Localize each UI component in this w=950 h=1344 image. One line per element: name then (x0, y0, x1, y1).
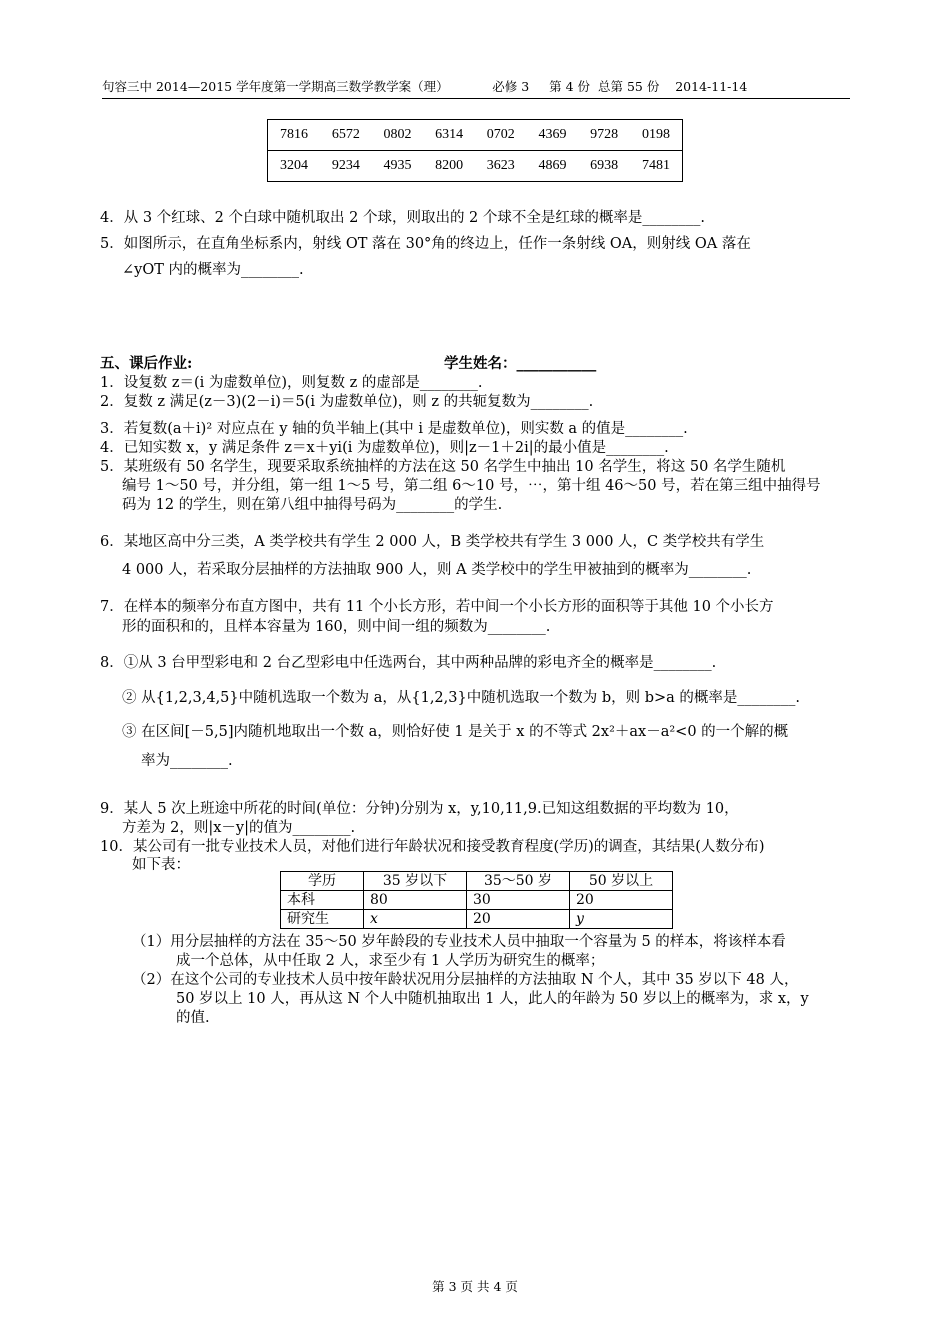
table-cell: 4369 (527, 120, 579, 151)
sub-question-1-line2: 成一个总体，从中任取 2 人，求至少有 1 人学历为研究生的概率； (176, 953, 605, 969)
education-table (280, 871, 673, 929)
random-number-table (267, 119, 683, 182)
header-part: 第 4 份 (549, 79, 591, 94)
hw-question-5-line2: 编号 1～50 号，并分组，第一组 1～5 号，第二组 6～10 号，⋯，第十组 46～50 号，若在第三组中抽得号 (122, 478, 821, 494)
table-cell: 0802 (372, 120, 424, 151)
table-row (268, 120, 683, 151)
table-cell: 6572 (320, 120, 372, 151)
header-book: 必修 3 (492, 79, 530, 94)
page-header (102, 77, 850, 99)
table-cell: 6314 (423, 120, 475, 151)
section-title: 五、课后作业: (100, 355, 193, 372)
hw-question-8-part3-line2: 率为________. (141, 753, 233, 769)
hw-question-3: 3．若复数(a＋i)² 对应点在 y 轴的负半轴上(其中 i 是虚数单位)，则实数 a 的值是________. (100, 421, 688, 437)
hw-question-6-line2: 4 000 人，若采取分层抽样的方法抽取 900 人，则 A 类学校中的学生甲被抽到的概率为________. (122, 562, 752, 578)
hw-question-5-line1: 5．某班级有 50 名学生，现要采取系统抽样的方法在这 50 名学生中抽出 10 名学生，将这 50 名学生随机 (100, 459, 786, 475)
hw-question-7-line2: 形的面积和的，且样本容量为 160，则中间一组的频数为________. (122, 619, 551, 635)
table-header-cell: 35～50 岁 (467, 872, 570, 891)
table-cell: 20 (467, 910, 570, 929)
table-cell: 3623 (486, 158, 515, 173)
hw-question-5-line3: 码为 12 的学生，则在第八组中抽得号码为________的学生. (122, 497, 503, 513)
hw-question-2: 2．复数 z 满足(z－3)(2－i)＝5(i 为虚数单位)，则 z 的共轭复数为________. (100, 394, 594, 410)
table-row (281, 891, 673, 910)
hw-question-9-line2: 方差为 2，则|x－y|的值为________. (122, 820, 356, 836)
table-header-row (281, 872, 673, 891)
question-5-line1: 5．如图所示，在直角坐标系内，射线 OT 落在 30°角的终边上，任作一条射线 OA，则射线 OA 落在 (100, 236, 751, 252)
student-name-blank: ___________ (516, 355, 597, 372)
header-date: 2014-11-14 (675, 79, 748, 94)
table-cell: 0702 (475, 120, 527, 151)
table-cell: 6938 (590, 158, 619, 173)
header-school: 句容三中 2014—2015 学年度第一学期高三数学教学案（理） (102, 79, 449, 94)
hw-question-7-line1: 7．在样本的频率分布直方图中，共有 11 个小长方形，若中间一个小长方形的面积等于其他 10 个小长方 (100, 599, 774, 615)
table-cell: 7481 (641, 158, 670, 173)
table-cell: x (364, 910, 467, 929)
table-row (281, 910, 673, 929)
header-total: 总第 55 份 (597, 79, 660, 94)
sub-question-2-line1: （2）在这个公司的专业技术人员中按年龄状况用分层抽样的方法抽取 N 个人，其中 35 岁以下 48 人， (132, 972, 799, 988)
hw-question-10-line1: 10．某公司有一批专业技术人员，对他们进行年龄状况和接受教育程度(学历)的调查，其结果(人数分布) (100, 839, 765, 855)
hw-question-8-part3-line1: ③ 在区间[－5,5]内随机地取出一个数 a，则恰好使 1 是关于 x 的不等式 2x²＋ax－a²<0 的一个解的概 (122, 724, 789, 740)
hw-question-8-part1: 8．①从 3 台甲型彩电和 2 台乙型彩电中任选两台，其中两种品牌的彩电齐全的概率是________. (100, 655, 717, 671)
table-cell: y (570, 910, 673, 929)
hw-question-8-part2: ② 从{1,2,3,4,5}中随机选取一个数为 a，从{1,2,3}中随机选取一个数为 b，则 b>a 的概率是________. (122, 690, 801, 706)
table-cell: 3204 (280, 158, 309, 173)
table-cell: 9234 (331, 158, 360, 173)
hw-question-6-line1: 6．某地区高中分三类，A 类学校共有学生 2 000 人，B 类学校共有学生 3 000 人，C 类学校共有学生 (100, 534, 765, 550)
table-row (268, 151, 683, 182)
table-cell: 4935 (383, 158, 412, 173)
table-cell: 30 (467, 891, 570, 910)
student-name-label: 学生姓名：___________ (444, 355, 597, 372)
table-cell: 7816 (268, 120, 321, 151)
table-cell: 9728 (578, 120, 630, 151)
table-cell: 80 (364, 891, 467, 910)
table-cell: 20 (570, 891, 673, 910)
table-cell: 4869 (538, 158, 567, 173)
table-header-cell: 50 岁以上 (570, 872, 673, 891)
question-5-line2: ∠yOT 内的概率为________. (122, 262, 304, 278)
hw-question-9-line1: 9．某人 5 次上班途中所花的时间(单位：分钟)分别为 x，y,10,11,9.已知这组数据的平均数为 10， (100, 801, 739, 817)
table-cell: 本科 (281, 891, 364, 910)
hw-question-10-line2: 如下表： (132, 857, 190, 873)
table-header-cell: 学历 (281, 872, 364, 891)
question-4: 4．从 3 个红球、2 个白球中随机取出 2 个球，则取出的 2 个球不全是红球的概率是________. (100, 210, 705, 226)
hw-question-1: 1．设复数 z＝(i 为虚数单位)，则复数 z 的虚部是________. (100, 375, 483, 391)
table-cell: 8200 (435, 158, 464, 173)
sub-question-2-line3: 的值. (176, 1010, 210, 1026)
table-cell: 0198 (630, 120, 683, 151)
table-header-cell: 35 岁以下 (364, 872, 467, 891)
sub-question-2-line2: 50 岁以上 10 人，再从这 N 个人中随机抽取出 1 人，此人的年龄为 50 岁以上的概率为，求 x，y (176, 991, 809, 1007)
hw-question-4: 4．已知实数 x，y 满足条件 z＝x＋yi(i 为虚数单位)，则|z－1＋2i|的最小值是________. (100, 440, 669, 456)
sub-question-1-line1: （1）用分层抽样的方法在 35～50 岁年龄段的专业技术人员中抽取一个容量为 5 的样本，将该样本看 (132, 934, 786, 950)
table-cell: 研究生 (281, 910, 364, 929)
page-footer: 第 3 页 共 4 页 (432, 1279, 518, 1294)
